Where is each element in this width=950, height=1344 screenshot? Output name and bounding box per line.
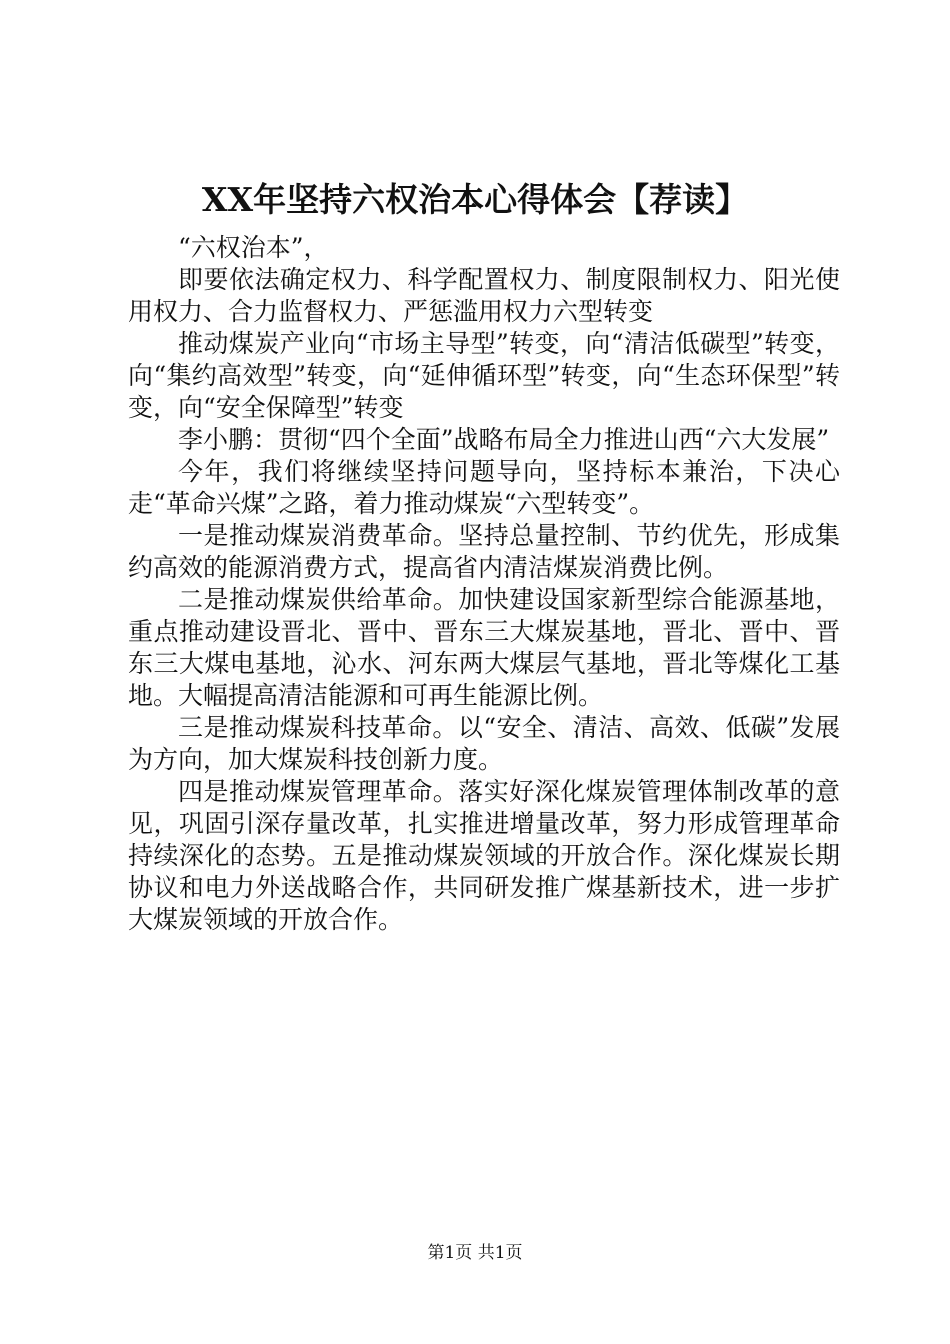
document-body bbox=[128, 232, 840, 936]
document-title: XX年坚持六权治本心得体会【荐读】 bbox=[201, 180, 749, 219]
paragraph: 二是推动煤炭供给革命。加快建设国家新型综合能源基地，重点推动建设晋北、晋中、晋东三大煤炭基地，晋北、晋中、晋东三大煤电基地，沁水、河东两大煤层气基地，晋北等煤化工基地。大幅提高清洁能源和可再生能源比例。 bbox=[128, 585, 840, 710]
paragraph: 四是推动煤炭管理革命。落实好深化煤炭管理体制改革的意见，巩固引深存量改革，扎实推进增量改革，努力形成管理革命持续深化的态势。五是推动煤炭领域的开放合作。深化煤炭长期协议和电力外送战略合作，共同研发推广煤基新技术，进一步扩大煤炭领域的开放合作。 bbox=[128, 777, 840, 934]
paragraph: 即要依法确定权力、科学配置权力、制度限制权力、阳光使用权力、合力监督权力、严惩滥用权力六型转变 bbox=[128, 265, 840, 326]
paragraph: 推动煤炭产业向“市场主导型”转变，向“清洁低碳型”转变，向“集约高效型”转变，向“延伸循环型”转变，向“生态环保型”转变，向“安全保障型”转变 bbox=[128, 329, 840, 422]
paragraph: “六权治本”， bbox=[178, 233, 329, 262]
paragraph: 三是推动煤炭科技革命。以“安全、清洁、高效、低碳”发展为方向，加大煤炭科技创新力度。 bbox=[128, 713, 840, 774]
paragraph: 今年，我们将继续坚持问题导向，坚持标本兼治，下决心走“革命兴煤”之路，着力推动煤炭“六型转变”。 bbox=[128, 457, 840, 518]
paragraph: 一是推动煤炭消费革命。坚持总量控制、节约优先，形成集约高效的能源消费方式，提高省内清洁煤炭消费比例。 bbox=[128, 521, 840, 582]
page-footer: 第1页 共1页 bbox=[427, 1243, 523, 1263]
paragraph: 李小鹏：贯彻“四个全面”战略布局全力推进山西“六大发展” bbox=[178, 425, 830, 454]
